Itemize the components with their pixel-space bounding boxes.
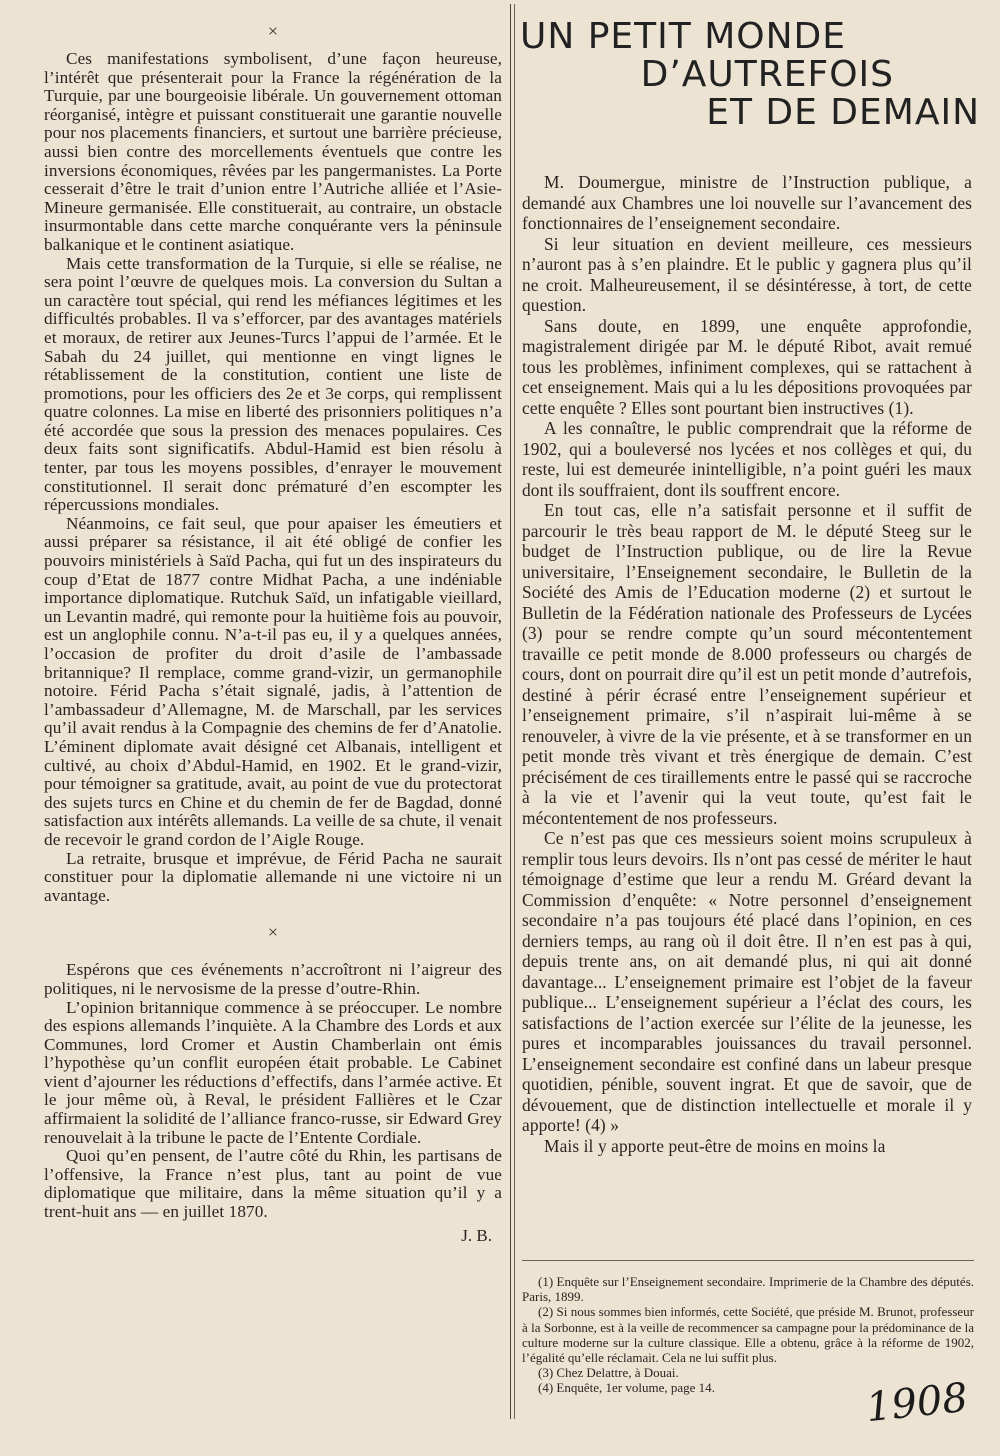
column-rule-inner xyxy=(514,4,515,1419)
footnote-3: (3) Chez Delattre, à Douai. xyxy=(538,1365,679,1381)
footnote-4: (4) Enquête, 1er volume, page 14. xyxy=(538,1380,715,1396)
handwritten-year-note: 1908 xyxy=(863,1374,970,1432)
right-paragraph-5: En tout cas, elle n’a satisfait personne et il suffit de parcourir le très beau rapport de M. le député Steeg sur le budget de l’Instruction publique, ou de lire la Revue universitaire, l’Enseignement secondaire, le Bulletin de la Société des Amis de l’Education moderne (2) et surtout le Bulletin de la Fédération nationale des Professeurs de Lycées (3) pour se rendre compte qu’un sourd mécontentement travaille ce petit monde de 8.000 professeurs ou chargés de cours, dont on pourrait dire qu’il est un petit monde d’autrefois, destiné à périr écrasé entre l’enseignement supérieur et l’enseignement primaire, s’il n’aspirait lui-même à se renouveler, à vivre de la vie présente, et à se transformer en un petit monde très vivant et très énergique de demain. C’est précisément de ces tiraillements entre le passé qui se raccroche à la vie et l’avenir qui la veut toute, qu’est fait le mécontentement de nos professeurs. xyxy=(522,500,972,828)
title-line-3: ET DE DEMAIN xyxy=(706,92,980,133)
article-title xyxy=(520,16,980,133)
left-paragraph-4: La retraite, brusque et imprévue, de Férid Pacha ne saurait constituer pour la diplomatie allemande ni une victoire ni un avantage. xyxy=(44,848,502,905)
right-paragraph-4: A les connaître, le public comprendrait que la réforme de 1902, qui a bouleversé nos lycées et nos collèges et qui, du reste, lui est demeurée inintelligible, n’a point guéri les maux dont ils souffraient, dont ils souffrent encore. xyxy=(522,418,972,500)
left-paragraph-1: Ces manifestations symbolisent, d’une façon heureuse, l’intérêt que présenterait pour la France la régénération de la Turquie, par une bourgeoisie libérale. Un gouvernement ottoman réorganisé, intègre et puissant constituerait une garantie nouvelle pour nos placements financiers, et surtout une barrière précieuse, aussi bien contre des morcellements éventuels que contre les inversions économiques, rêvées par les pangermanistes. La Porte cesserait d’être le trait d’union entre l’Autriche alliée et l’Asie-Mineure germanisée. Elle constituerait, au contraire, un obstacle insurmontable dans cette marche conquérante vers la péninsule balkanique et le continent asiatique. xyxy=(44,49,502,254)
title-line-1: UN PETIT MONDE xyxy=(520,16,847,57)
right-paragraph-2: Si leur situation en devient meilleure, ces messieurs n’auront pas à s’en plaindre. Et le public y gagnera plus qu’il ne croit. Malheureusement, il se désintéresse, à tort, de cette question. xyxy=(522,233,972,315)
section-separator-middle: × xyxy=(267,922,279,943)
right-paragraph-3: Sans doute, en 1899, une enquête approfondie, magistralement dirigée par M. le député Ribot, avait remué tous les problèmes, infiniment complexes, qui se rattachent à cet enseignement. Mais qui a lu les dépositions provoquées par cette enquête ? Elles sont pourtant bien instructives (1). xyxy=(522,315,972,418)
right-paragraph-1: M. Doumergue, ministre de l’Instruction publique, a demandé aux Chambres une loi nouvelle sur l’avancement des fonctionnaires de l’enseignement secondaire. xyxy=(522,172,972,233)
left-paragraph-3: Néanmoins, ce fait seul, que pour apaiser les émeutiers et aussi préparer sa résistance, il ait été obligé de confier les pouvoirs ministériels à Saïd Pacha, qui fut un des inspirateurs du coup d’Etat de 1877 contre Midhat Pacha, a une indéniable importance diplomatique. Rutchuk Saïd, un infatigable vieillard, un Levantin madré, qui remonte pour la huitième fois au pouvoir, est un anglophile connu. N’a-t-il pas eu, il y a quelques années, l’occasion de profiter du droit d’asile de l’ambassade britannique? Il remplace, comme grand-vizir, un germanophile notoire. Férid Pacha s’était signalé, jadis, à l’attention de l’ambassadeur d’Allemagne, M. de Marschall, par les services qu’il avait rendus à la Compagnie des chemins de fer d’Anatolie. L’éminent diplomate avait désigné cet Albanais, intelligent et cultivé, au choix d’Abdul-Hamid, en 1902. Et le grand-vizir, pour témoigner sa gratitude, avait, au point de vue du protectorat des sujets turcs en Chine et du chemin de fer de Bagdad, donné satisfaction aux intérêts allemands. La veille de sa chute, il venait de recevoir le grand cordon de l’Aigle Rouge. xyxy=(44,513,502,849)
author-signature: J. B. xyxy=(461,1225,492,1245)
section-separator-top: × xyxy=(267,21,279,41)
left-paragraph-6: L’opinion britannique commence à se préoccuper. Le nombre des espions allemands l’inquiète. A la Chambre des Lords et aux Communes, lord Cromer et Austin Chamberlain ont émis l’hypothèse qu’un conflit européen était probable. Le Cabinet vient d’ajourner les réductions d’effectifs, dans l’armée active. Et le jour même où, à Reval, le président Fallières et le Czar affirmaient la solidité de l’alliance franco-russe, sir Edward Grey renouvelait à la tribune le pacte de l’Entente Cordiale. xyxy=(44,997,502,1147)
right-paragraph-7: Mais il y apporte peut-être de moins en moins la xyxy=(544,1135,886,1156)
left-column xyxy=(44,0,502,1246)
column-rule xyxy=(510,4,511,1419)
left-paragraph-7: Quoi qu’en pensent, de l’autre côté du Rhin, les partisans de l’offensive, la France n’est plus, tant au point de vue diplomatique que militaire, dans la même situation qu’il y a trent-huit ans — en juillet 1870. xyxy=(44,1146,502,1222)
footnotes xyxy=(522,1274,974,1396)
left-paragraph-5: Espérons que ces événements n’accroîtront ni l’aigreur des politiques, ni le nervosisme de la presse d’outre-Rhin. xyxy=(44,960,502,998)
footnote-1: (1) Enquête sur l’Enseignement secondaire. Imprimerie de la Chambre des députés. Paris, 1899. xyxy=(522,1274,974,1305)
footnote-rule xyxy=(522,1260,974,1261)
right-column xyxy=(520,0,980,1396)
right-paragraph-6: Ce n’est pas que ces messieurs soient moins scrupuleux à remplir tous leurs devoirs. Ils n’ont pas cessé de mériter le haut témoignage d’estime que leur a rendu M. Gréard devant la Commission d’enquête: « Notre personnel d’enseignement secondaire n’a pas toujours été placé dans l’opinion, en ces derniers temps, au rang où il doit être. Il n’en est pas à qui, depuis trente ans, on ait demandé plus, ni qui ait donné davantage... L’enseignement primaire est l’objet de la faveur publique... L’enseignement supérieur a l’éclat des cours, les satisfactions de l’action exercée sur l’élite de la jeunesse, les pures et incomparables jouissances du travail personnel. L’enseignement secondaire est confiné dans un labeur presque quotidien, pénible, souvent ingrat. Et que de savoir, que de dévouement, que de distinction intellectuelle et morale il y apporte! (4) » xyxy=(522,828,972,1135)
left-paragraph-2: Mais cette transformation de la Turquie, si elle se réalise, ne sera point l’œuvre de quelques mois. La conversion du Sultan a un caractère tout spécial, qui rend les méfiances légitimes et les difficultés probables. Il va s’efforcer, par des avantages matériels et moraux, de retirer aux Jeunes-Turcs l’appui de l’armée. Et le Sabah du 24 juillet, qui mentionne en vingt lignes le rétablissement de la constitution, contient une liste de promotions, pour les officiers des 2e et 3e corps, qui remplissent quatre colonnes. La mise en liberté des prisonniers politiques n’a été accordée que sous la pression des menaces populaires. Ces deux faits sont significatifs. Abdul-Hamid est bien résolu à tenter, par tous les moyens possibles, d’enrayer le mouvement constitutionnel. Il serait donc prématuré d’en escompter les répercussions mondiales. xyxy=(44,253,502,515)
title-line-2: D’AUTREFOIS xyxy=(640,54,894,95)
footnote-2: (2) Si nous sommes bien informés, cette Société, que préside M. Brunot, professeur à la Sorbonne, est à la veille de recommencer sa campagne pour la prédominance de la culture moderne sur la culture classique. Elle a obtenu, grâce à la réforme de 1902, l’égalité qu’elle réclamait. Cela ne lui suffit plus. xyxy=(522,1304,974,1366)
